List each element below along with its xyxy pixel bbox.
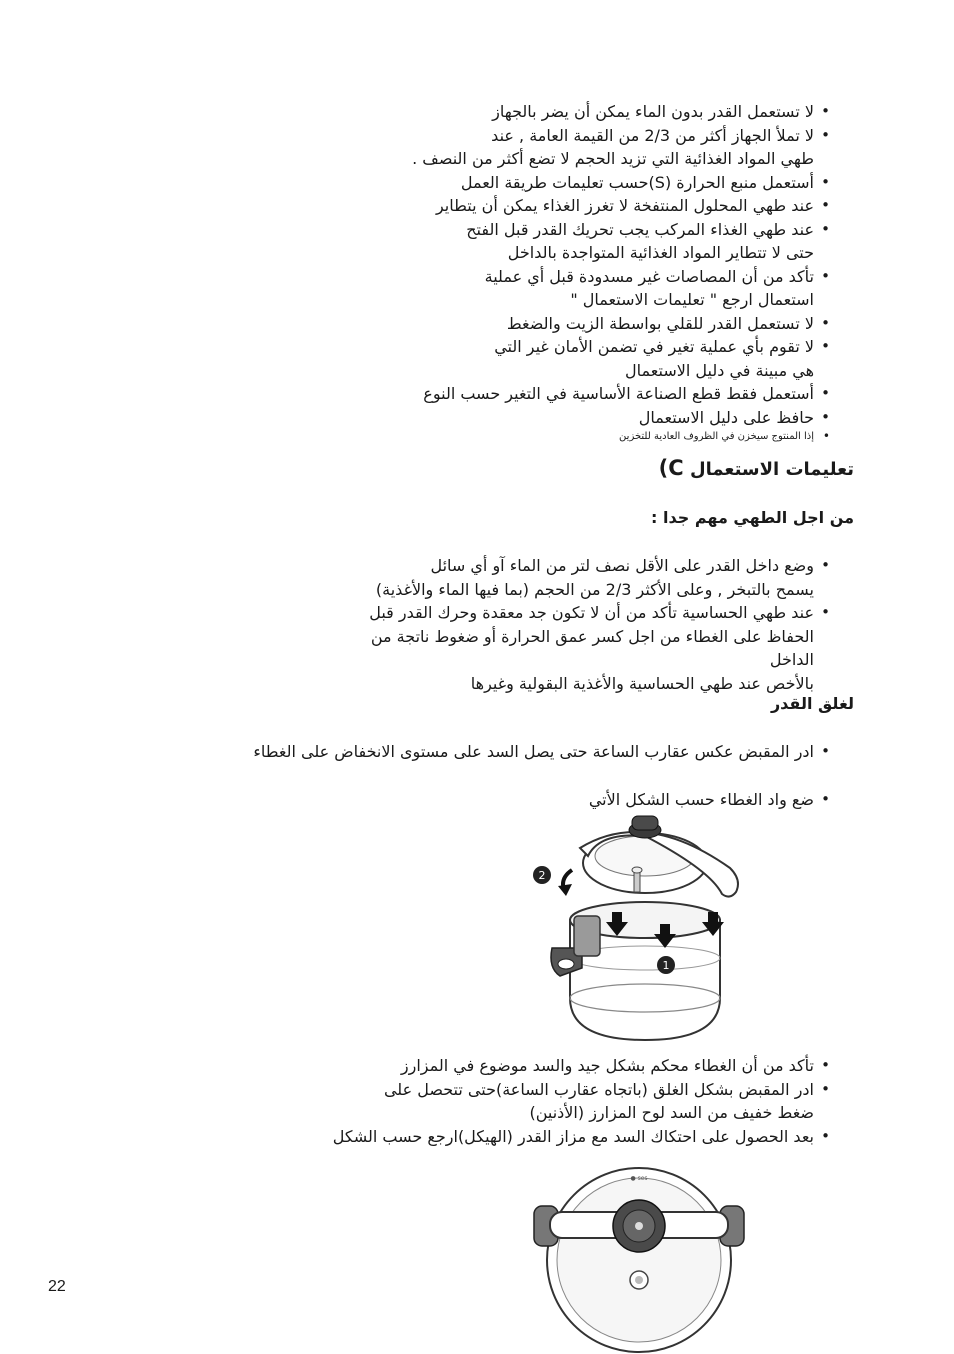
precautions-list [310, 100, 830, 445]
list-item [310, 218, 830, 265]
brand-logo: ● ses [630, 1175, 648, 1182]
list-item [360, 601, 830, 695]
list-item-continuation: طهي المواد الغذائية التي تزيد الحجم لا تضع أكثر من النصف . [412, 149, 814, 168]
close-heading: لغلق القدر [770, 694, 854, 713]
list-item-continuation: ضغط خفيف من السد لوح المزارز (الأذنين) [529, 1103, 814, 1122]
list-item: • أستعمل فقط قطع الصناعة الأساسية في التغير حسب النوع [310, 382, 830, 406]
closing-check-list [310, 1054, 830, 1148]
marker-2: 2 [538, 869, 546, 882]
safety-heading: من اجل الطهي مهم جدا : [651, 508, 854, 527]
list-item-text: عند طهي الحساسية تأكد من أن لا تكون جد معقدة وحرك القدر قبل [369, 603, 814, 622]
list-item-continuation: الحفاظ على الغطاء من اجل كسر عمق الحرارة أو ضغوط ناتجة من الداخل [370, 626, 814, 669]
list-item-continuation: يسمح بالتبخر , وعلى الأكثر 2/3 من الحجم (بما فيها الماء والأغذية) [375, 579, 814, 599]
list-item-text: لا تقوم بأي عملية تغير في تضمن الأمان غير التي [494, 337, 814, 356]
section-c-title: تعليمات الاستعمال [689, 459, 854, 480]
list-item-continuation: استعمال ارجع " تعليمات الاستعمال " [570, 290, 814, 309]
list-item: • ضع واد الغطاء حسب الشكل الأتي [310, 788, 830, 812]
list-item [310, 1078, 830, 1125]
list-item [310, 335, 830, 382]
section-c-heading [659, 456, 854, 480]
lid-placement-illustration [530, 808, 760, 1048]
list-item: • عند طهي المحلول المنتفخة لا تغرز الغذاء يمكن أن يتطاير [310, 194, 830, 218]
list-item [360, 554, 830, 601]
list-item: • بعد الحصول على احتكاك السد مع مزاز القدر (الهيكل)ارجع حسب الشكل [310, 1125, 830, 1149]
list-item-continuation: بالأخص عند طهي الحساسية والأغذية البقولية وغيرها [470, 673, 814, 693]
list-item-text: ادر المقبض بشكل الغلق (باتجاه عقارب الساعة)حتى تتحصل على [383, 1079, 814, 1099]
list-item-continuation: هي مبينة في دليل الاستعمال [625, 360, 814, 380]
list-item: • أستعمل منبع الحرارة (S)حسب تعليمات طريقة العمل [310, 171, 830, 195]
marker-1: 1 [662, 959, 670, 972]
section-c-letter: C) [658, 456, 684, 480]
page-number: 22 [48, 1278, 66, 1295]
list-item-text: وضع داخل القدر على الأقل نصف لتر من الماء آو أي سائل [430, 556, 814, 575]
top-view-illustration [528, 1160, 750, 1354]
list-item-continuation: حتى لا تتطاير المواد الغذائية المتواجدة بالداخل [507, 243, 814, 262]
list-item-text: لا تملأ الجهاز أكثر من 2/3 من القيمة العامة , عند [491, 125, 814, 145]
list-item: • ادر المقبض عكس عقارب الساعة حتى يصل السد على مستوى الانخفاض على الغطاء [230, 740, 830, 764]
list-item [310, 124, 830, 171]
list-item: • تأكد من أن الغطاء محكم بشكل جيد والسد موضوع في المزارز [310, 1054, 830, 1078]
safety-list [360, 554, 830, 695]
list-item [310, 265, 830, 312]
list-item-text: عند طهي الغذاء المركب يجب تحريك القدر قبل الفتح [466, 219, 814, 239]
close-step-1 [230, 740, 830, 764]
list-item: • حافظ على دليل الاستعمال [310, 406, 830, 430]
list-item: • ﺇﺫﺍ ﺍﻟﻤﻨﺘﻮﺝ ﺳﻴﺨﺰﻥ ﻓﻲ ﺍﻟﻈﺮﻭﻑ ﺍﻟﻌﺎﺩﻳﺔ ﻟﻠﺘﺨﺰﻳﻦ [310, 429, 830, 445]
list-item: • لا تستعمل القدر للقلي بواسطة الزيت والضغط [310, 312, 830, 336]
list-item: • لا تستعمل القدر بدون الماء يمكن أن يضر بالجهاز [310, 100, 830, 124]
list-item-text: تأكد من أن المصاصات غير مسدودة قبل أي عملية [484, 266, 814, 286]
